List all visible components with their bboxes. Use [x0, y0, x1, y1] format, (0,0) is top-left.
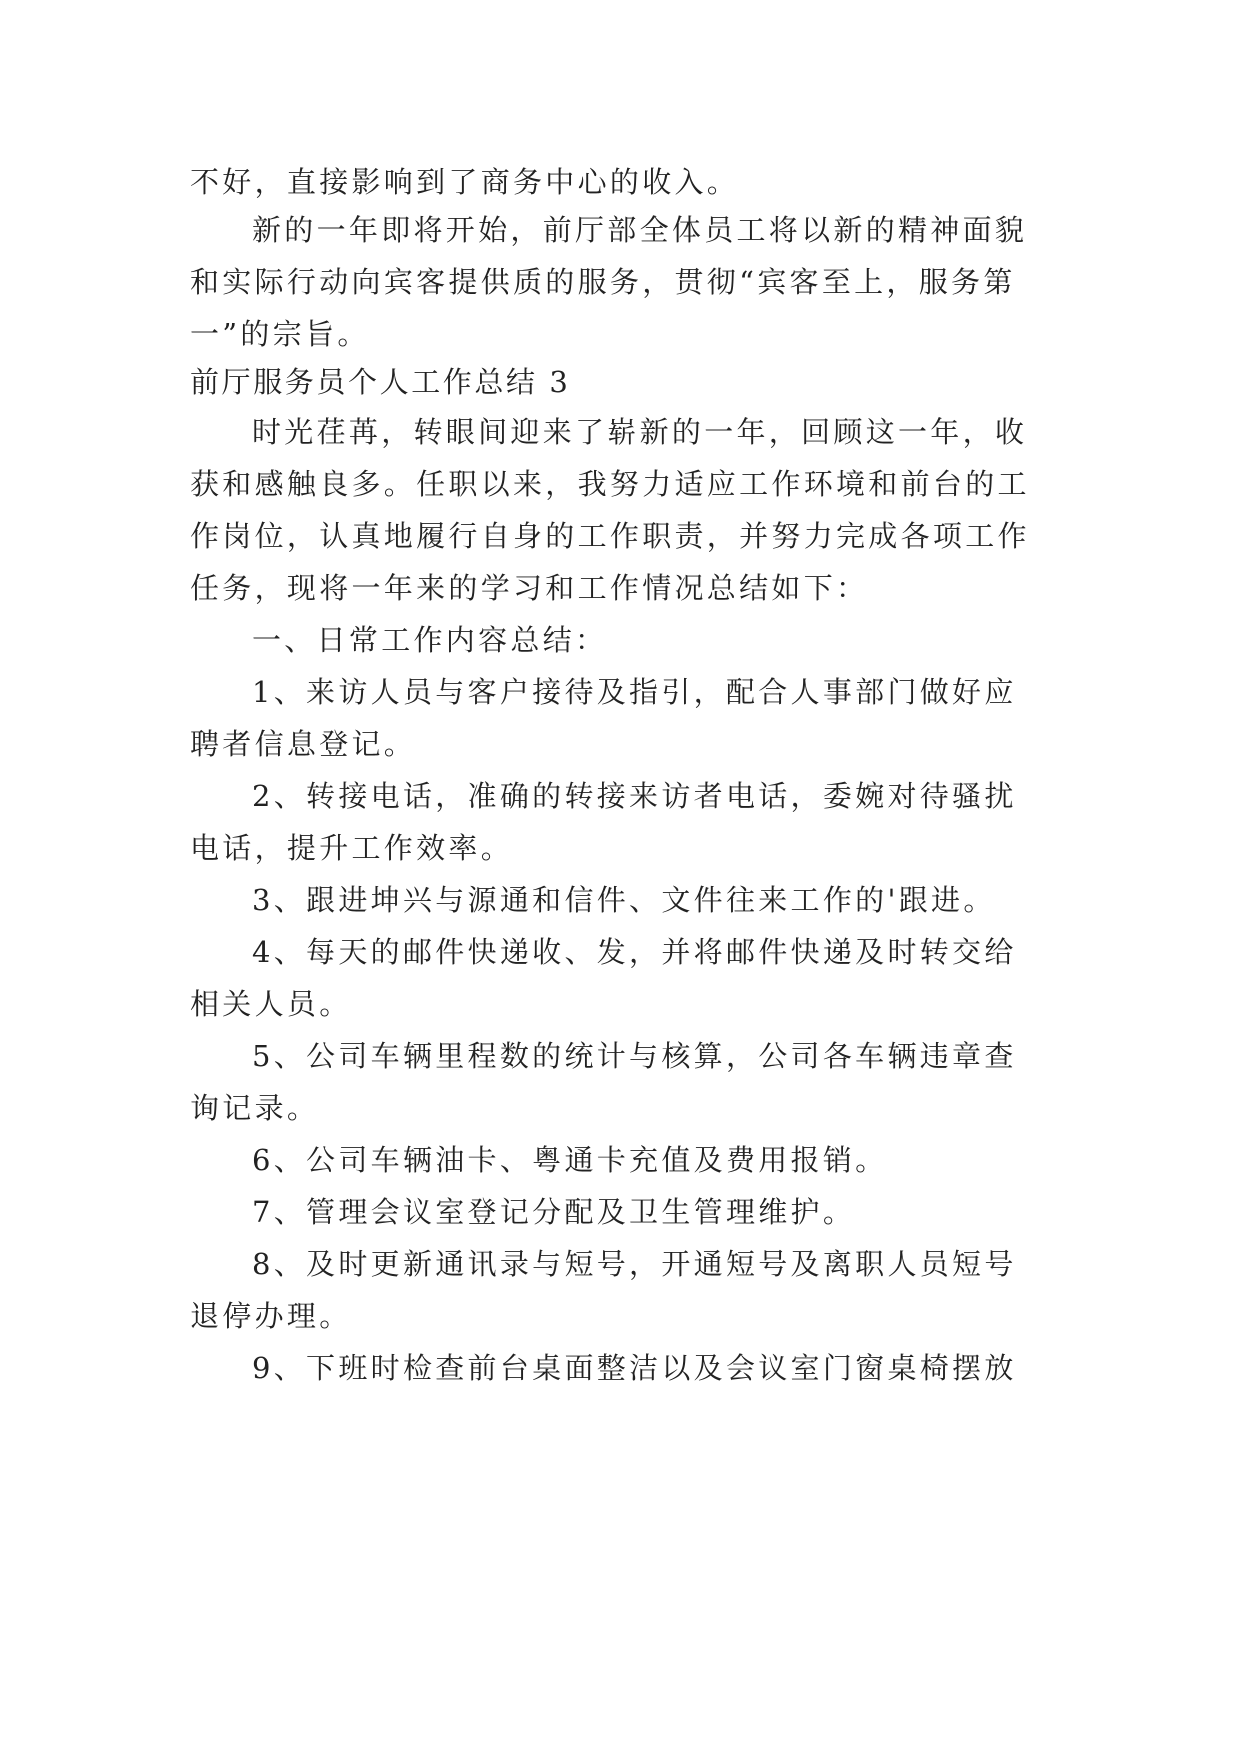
paragraph-line: 和实际行动向宾客提供质的服务，贯彻“宾客至上，服务第: [190, 265, 1016, 299]
paragraph-line: 任务，现将一年来的学习和工作情况总结如下：: [190, 571, 869, 605]
list-item: 6、公司车辆油卡、粤通卡充值及费用报销。: [252, 1143, 888, 1177]
list-item: 4、每天的邮件快递收、发，并将邮件快递及时转交给: [252, 935, 1017, 969]
section-heading: 前厅服务员个人工作总结 3: [190, 365, 571, 399]
list-item-continuation: 退停办理。: [190, 1299, 352, 1333]
list-item: 9、下班时检查前台桌面整洁以及会议室门窗桌椅摆放: [252, 1351, 1017, 1385]
paragraph-line: 不好，直接影响到了商务中心的收入。: [190, 165, 740, 199]
list-item: 5、公司车辆里程数的统计与核算，公司各车辆违章查: [252, 1039, 1017, 1073]
list-item: 3、跟进坤兴与源通和信件、文件往来工作的'跟进。: [252, 883, 996, 917]
list-item-continuation: 聘者信息登记。: [190, 727, 417, 761]
subheading-line: 一、日常工作内容总结：: [252, 623, 608, 657]
list-item: 2、转接电话，准确的转接来访者电话，委婉对待骚扰: [252, 779, 1017, 813]
paragraph-line: 一”的宗旨。: [190, 317, 370, 351]
list-item-continuation: 询记录。: [190, 1091, 320, 1125]
list-item-continuation: 相关人员。: [190, 987, 352, 1021]
list-item: 1、来访人员与客户接待及指引，配合人事部门做好应: [252, 675, 1017, 709]
paragraph-line: 新的一年即将开始，前厅部全体员工将以新的精神面貌: [252, 213, 1028, 247]
list-item: 8、及时更新通讯录与短号，开通短号及离职人员短号: [252, 1247, 1017, 1281]
list-item: 7、管理会议室登记分配及卫生管理维护。: [252, 1195, 856, 1229]
paragraph-line: 获和感触良多。任职以来，我努力适应工作环境和前台的工: [190, 467, 1030, 501]
list-item-continuation: 电话，提升工作效率。: [190, 831, 514, 865]
paragraph-line: 作岗位，认真地履行自身的工作职责，并努力完成各项工作: [190, 519, 1030, 553]
paragraph-line: 时光荏苒，转眼间迎来了崭新的一年，回顾这一年，收: [252, 415, 1028, 449]
